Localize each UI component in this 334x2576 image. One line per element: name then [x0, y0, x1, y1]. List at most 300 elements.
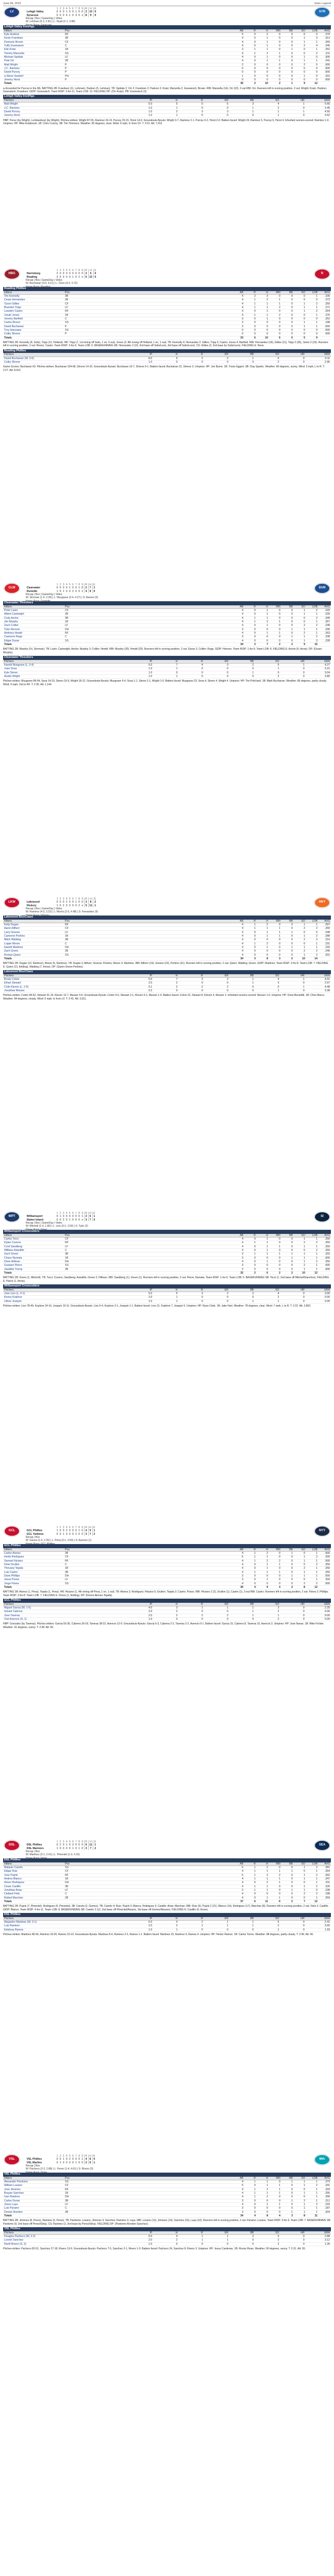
player-name-link[interactable]: J.C. Ramirez [3, 106, 128, 110]
game-block [3, 1525, 331, 1630]
stat-cell: 3 [281, 2214, 294, 2217]
player-name-link[interactable]: Arturo Rodriguez [3, 1881, 64, 1885]
inning-runs: 2 [69, 2158, 71, 2161]
player-name-link[interactable]: Leandro Castro [3, 310, 64, 313]
inning-runs: x [81, 1218, 83, 1222]
player-name-link[interactable]: Cameron Perkins [3, 934, 64, 938]
home-team-name[interactable]: Hickory [26, 904, 37, 907]
player-name-link[interactable]: Miguel Garcia (W, 1-0) [3, 1606, 128, 1609]
stat-cell [64, 336, 232, 340]
away-team-name[interactable]: Williamsport [26, 1215, 43, 1218]
stat-cell: 0 [281, 620, 294, 623]
player-name-link[interactable]: Edubray Ramos [3, 1928, 128, 1931]
player-name-link[interactable]: Kelly Dugan [3, 923, 64, 926]
stat-cell: 35 [232, 1585, 244, 1589]
stat-cell: 0 [257, 635, 269, 639]
player-name-link[interactable]: Tim Kennelly [3, 294, 64, 298]
team-total-r: 3 [84, 901, 88, 904]
inning-runs: 0 [81, 1529, 84, 1533]
player-row [3, 357, 331, 360]
player-name-link[interactable]: Austin Wright [3, 674, 128, 678]
player-name-link[interactable]: Ismael Cabrera [3, 1610, 128, 1614]
player-row [3, 620, 331, 623]
stat-cell: 2 [306, 2202, 319, 2206]
decision-line[interactable]: Recap | Box | GameDay | Video [26, 1221, 62, 1225]
player-name-link[interactable]: David Buchanan [3, 325, 64, 328]
player-name-link[interactable]: Jorge Flores [3, 1582, 64, 1585]
player-name-link[interactable]: Jeremy Barfield [3, 317, 64, 320]
stat-cell: 1 [306, 2199, 319, 2202]
stat-cell: .241 [319, 2184, 331, 2188]
stat-cell: 1 [255, 110, 280, 113]
stat-cell: 34 [232, 2214, 244, 2217]
player-name-link[interactable]: Anthony Hewitt [3, 631, 64, 635]
player-name-link[interactable]: Cesar Castillo [3, 1885, 64, 1888]
player-name-link[interactable]: Ivan Ramirez [3, 2195, 64, 2199]
stat-cell: 0 [257, 325, 269, 328]
team-total-h: 5 [88, 272, 93, 275]
player-name-link[interactable]: Dennis Rondon [3, 2210, 64, 2214]
column-header: SO [294, 605, 306, 609]
decision-line[interactable]: Recap | Box | GameDay | Video [26, 278, 62, 282]
stat-cell: SS [64, 1264, 232, 1267]
inning-runs: 0 [69, 272, 71, 276]
player-name-link[interactable]: Jose Taveras [3, 1614, 128, 1617]
player-row [3, 1896, 331, 1900]
stat-cell: 0 [153, 360, 178, 364]
column-header: AVG [319, 1548, 331, 1552]
player-name-link[interactable]: Gustavo Pierre [3, 1264, 64, 1267]
away-team-name[interactable]: Lakewood [26, 901, 40, 904]
stat-cell: 0 [244, 66, 257, 70]
player-name-link[interactable]: David Buchanan (W, 3-0) [3, 357, 128, 360]
stat-cell: 1 [257, 313, 269, 317]
inning-header: 6 [72, 2155, 74, 2158]
stat-cell: 0 [281, 40, 294, 44]
player-name-link[interactable]: Carlos Duran [3, 2199, 64, 2202]
stat-cell: 1 [257, 624, 269, 628]
home-team-name[interactable]: GCL Yankees [26, 1532, 44, 1536]
stat-cell: 0 [179, 981, 204, 985]
player-name-link[interactable]: Ulises Joaquin [3, 1299, 128, 1303]
inning-runs: 0 [56, 586, 58, 590]
player-name-link[interactable]: Tommy Manzella [3, 52, 64, 55]
stat-cell: 0 [204, 671, 229, 674]
stat-cell: 2.0 [128, 1296, 153, 1299]
decision-line[interactable]: Recap | Box | GameDay | Video [26, 907, 62, 910]
player-name-link[interactable]: Kyle Hudson [3, 32, 64, 36]
stat-cell: 1 [229, 106, 255, 110]
player-name-link[interactable]: Jim Murphy [3, 620, 64, 623]
column-header: SO [294, 291, 306, 295]
stat-cell: 3 [229, 103, 255, 106]
decision-line[interactable]: Recap | Box [26, 2164, 40, 2167]
column-header: Hitters [3, 29, 64, 33]
player-name-link[interactable]: Chace Numata [3, 1256, 64, 1260]
inning-header: 5 [69, 583, 71, 586]
player-name-link[interactable]: Zach Green [3, 1252, 64, 1256]
stat-cell: 0 [280, 360, 305, 364]
player-name-link[interactable]: Kevin Frandsen [3, 37, 64, 40]
inning-runs: 0 [62, 901, 64, 904]
player-name-link[interactable]: Luis Castro [3, 1570, 64, 1574]
column-header: R [244, 1234, 257, 1238]
column-header: BB [281, 605, 294, 609]
player-name-link[interactable]: Andres Blanco [3, 1877, 64, 1880]
player-row [3, 52, 331, 55]
game-block [3, 1839, 331, 1937]
batting-table [3, 2177, 331, 2218]
inning-runs: 0 [75, 275, 77, 279]
stat-cell: 0 [281, 2195, 294, 2199]
player-name-link[interactable]: Peter Lavin [3, 608, 64, 612]
stats-legend-link[interactable]: Stats Legend [314, 2, 331, 6]
column-header: R [179, 99, 204, 103]
stat-cell: 1 [294, 310, 306, 313]
stat-cell: 1 [269, 2188, 281, 2191]
stat-cell: .316 [319, 74, 331, 78]
home-team-name[interactable]: VSL Marlins [26, 2161, 42, 2164]
stat-cell: LF [64, 1888, 232, 1892]
stat-cell: 1 [257, 55, 269, 59]
player-name-link[interactable]: Brandon Tripp [3, 306, 64, 309]
player-name-link[interactable]: Luis Paramo [3, 2207, 64, 2210]
stat-cell: 0 [281, 1555, 294, 1559]
stat-cell: 0 [294, 313, 306, 317]
inning-header: 6 [72, 1526, 74, 1529]
stat-cell: 0 [281, 624, 294, 628]
player-name-link[interactable]: Jonathan Arias [3, 1888, 64, 1892]
stat-cell: 2 [153, 110, 178, 113]
stat-cell: 1 [257, 945, 269, 949]
player-name-link[interactable]: Ranfi Rivero (S, 3) [3, 2242, 128, 2246]
stat-cell: 0 [179, 360, 204, 364]
stat-cell: DH [64, 945, 232, 949]
linescore [26, 7, 97, 17]
player-name-link[interactable]: Colin Kleven (L, 2-5) [3, 985, 128, 989]
stat-cell: 0 [281, 639, 294, 642]
player-name-link[interactable]: Harold Musgrave (L, 3-4) [3, 663, 128, 667]
stat-cell: LF [64, 624, 232, 628]
stat-cell: 4 [153, 1920, 178, 1924]
stat-cell: P [64, 78, 232, 81]
stat-cell: 0 [257, 78, 269, 81]
stat-cell: 4 [255, 1292, 280, 1295]
player-name-link[interactable]: Carlos Rivero [3, 321, 64, 325]
player-name-link[interactable]: Jonathan Musser [3, 989, 128, 992]
stat-cell: 1 [204, 1920, 229, 1924]
player-name-link[interactable]: Jesus Posso [3, 1578, 64, 1582]
stat-cell: .256 [319, 2191, 331, 2195]
inning-runs: 0 [56, 1532, 58, 1536]
home-team-name[interactable]: DSL Mariners [26, 1846, 44, 1850]
player-name-link[interactable]: Juan Sosa [3, 667, 128, 671]
total-header: R [84, 269, 88, 272]
stat-cell: 0 [244, 1237, 257, 1241]
stat-cell: 2 [306, 1885, 319, 1888]
stat-cell: 1 [294, 1877, 306, 1880]
player-name-link[interactable]: Jeremy Horst [3, 114, 128, 117]
stat-cell: .238 [319, 624, 331, 628]
player-row [3, 325, 331, 328]
inning-runs: 1 [72, 1846, 74, 1850]
player-name-link[interactable]: Albert Cartwright [3, 613, 64, 616]
away-team-name[interactable]: VSL Phillies [26, 2158, 42, 2161]
stat-cell: 35 [232, 82, 244, 86]
stat-cell: 0 [269, 310, 281, 313]
player-name-link[interactable]: Jeremy Horst [3, 78, 64, 81]
stat-cell: 0 [280, 106, 305, 110]
column-header: AVG [319, 1234, 331, 1238]
player-name-link[interactable]: Logan Moore [3, 942, 64, 945]
inning-runs: 0 [72, 1532, 74, 1536]
player-name-link[interactable]: Willians Astudillo [3, 1248, 64, 1252]
stat-cell: 0 [229, 1617, 255, 1621]
decision-line[interactable]: Recap | Box [26, 1535, 40, 1539]
player-name-link[interactable]: Colby Shreve [3, 332, 64, 336]
player-name-link[interactable]: Jose Pujols [3, 1873, 64, 1877]
stat-cell: 1 [244, 306, 257, 309]
stat-cell: .250 [319, 1260, 331, 1263]
stat-cell: 1 [229, 981, 255, 985]
column-header: RBI [269, 1862, 281, 1866]
player-name-link[interactable]: Tyson Gillies [3, 302, 64, 306]
player-name-link[interactable]: Dane Phillips [3, 1574, 64, 1578]
stat-cell: 0 [244, 317, 257, 320]
player-name-link[interactable]: Yoel Asencio (S, 1) [3, 1617, 128, 1621]
totals-row [3, 1585, 331, 1589]
player-name-link[interactable]: Leonel Sanchez [3, 2239, 128, 2242]
player-name-link[interactable]: Herlis Rodriguez [3, 1555, 64, 1559]
stat-cell: 8.0 [128, 357, 153, 360]
stat-cell: 0 [269, 1248, 281, 1252]
column-header: Hitters [3, 2177, 64, 2180]
player-name-link[interactable]: Harold Martinez [3, 945, 64, 949]
stat-cell: .238 [319, 1888, 331, 1892]
player-name-link[interactable]: Matt Wright [3, 63, 64, 66]
scorebox [3, 1525, 331, 1546]
player-name-link[interactable]: Zach Green [3, 950, 64, 953]
stat-cell: 0 [294, 71, 306, 74]
player-name-link[interactable]: Dylan Cozens [3, 1241, 64, 1245]
stat-cell: 0 [244, 1264, 257, 1267]
player-name-link[interactable]: a-Steve Susdorf [3, 74, 64, 78]
player-row [3, 328, 331, 332]
player-name-link[interactable]: Alejandro Martinez (W, 3-1) [3, 1920, 128, 1924]
player-name-link[interactable]: Aaron Altherr [3, 927, 64, 930]
player-name-link[interactable]: Jose Jimenez [3, 2188, 64, 2191]
player-name-link[interactable]: Cameron Rupp [3, 635, 64, 639]
team-section-header: Reading Phillies [3, 287, 331, 291]
home-team-name[interactable]: Staten Island [26, 1218, 43, 1222]
stat-cell: 0 [281, 59, 294, 63]
player-row [3, 1241, 331, 1245]
column-header: Pitchers [3, 660, 128, 664]
player-name-link[interactable]: Edgar Ruiz [3, 1870, 64, 1873]
player-name-link[interactable]: Jonah Jones [3, 313, 64, 317]
player-name-link[interactable]: Domonic Brown [3, 40, 64, 44]
player-name-link[interactable]: Brody Colvin [3, 977, 128, 981]
player-name-link[interactable]: Deivi Grullon [3, 1563, 64, 1566]
decision-line[interactable]: Recap | Box | GameDay | Video [26, 16, 62, 20]
player-name-link[interactable]: Brayan Sanchez [3, 2191, 64, 2195]
decision-line[interactable]: Recap | Box [26, 1850, 40, 1853]
player-name-link[interactable]: Michael Spidale [3, 55, 64, 59]
player-name-link[interactable]: Jesus Laya [3, 2202, 64, 2206]
player-name-link[interactable]: Kyle Simon [3, 671, 128, 674]
batting-table [3, 1548, 331, 1590]
stat-cell: 0 [269, 942, 281, 945]
stat-cell: 1 [294, 325, 306, 328]
stat-cell: 4 [232, 306, 244, 309]
player-name-link[interactable]: Cord Sandberg [3, 1245, 64, 1248]
player-name-link[interactable]: Edgar Duran [3, 639, 64, 642]
stat-cell: 1 [244, 48, 257, 52]
player-row [3, 1920, 331, 1924]
stat-cell: .000 [319, 71, 331, 74]
column-header: BB [281, 1548, 294, 1552]
inning-runs: 0 [65, 1218, 68, 1222]
stat-cell: 1 [306, 40, 319, 44]
player-name-link[interactable]: J.C. Ramirez [3, 66, 64, 70]
stat-cell: 1 [306, 2180, 319, 2183]
column-header: SO [294, 1862, 306, 1866]
game-block [3, 582, 331, 687]
pitching-section [3, 349, 331, 372]
column-header: SO [255, 1917, 280, 1921]
player-name-link[interactable]: Yhovany Tejada [3, 1567, 64, 1570]
player-name-link[interactable]: William Lozano [3, 2184, 64, 2188]
stat-cell: 0 [306, 332, 319, 336]
stat-cell: .000 [319, 1256, 331, 1260]
stat-cell: 2 [306, 52, 319, 55]
player-name-link[interactable]: Roman Quinn [3, 953, 64, 957]
player-name-link[interactable]: Jiandido Tromp [3, 1267, 64, 1271]
stat-cell: 0 [269, 635, 281, 639]
away-team-name[interactable]: GCL Phillies [26, 1529, 43, 1533]
away-team-logo: GCL [4, 1526, 20, 1536]
away-team-logo: WPT [4, 1212, 20, 1222]
player-name-link[interactable]: Samuel Hiciano [3, 1559, 64, 1563]
player-name-link[interactable]: Larry Greene [3, 930, 64, 934]
inning-runs: 0 [59, 1529, 61, 1533]
player-name-link[interactable]: Douglas Pacheco (W, 2-2) [3, 2234, 128, 2238]
player-name-link[interactable]: Colby Shreve [3, 360, 128, 364]
player-name-link[interactable]: Luis Ramirez [3, 1924, 128, 1928]
player-name-link[interactable]: Mitch Walding [3, 938, 64, 942]
stat-cell: 0 [269, 1237, 281, 1241]
away-team-name[interactable]: Harrisburg [26, 272, 41, 276]
stat-cell: 0 [179, 1617, 204, 1621]
stat-cell: 1 [306, 945, 319, 949]
home-team-name[interactable]: Reading [26, 275, 38, 279]
player-name-link[interactable]: Cesar Hernandez [3, 298, 64, 302]
stat-cell: 5 [255, 663, 280, 667]
table-header-row [3, 920, 331, 923]
player-name-link[interactable]: David Purcey [3, 110, 128, 113]
stat-cell: 3 [232, 1264, 244, 1267]
player-name-link[interactable]: Malquin Canelo [3, 1866, 64, 1869]
player-row [3, 608, 331, 612]
team-total-e: 0 [92, 1218, 96, 1222]
player-name-link[interactable]: Matt Wright [3, 103, 128, 106]
player-name-link[interactable]: David Purcey [3, 71, 64, 74]
column-header: R [244, 29, 257, 33]
stat-cell: 0 [153, 671, 178, 674]
stat-cell: 1 [281, 628, 294, 631]
total-header: H [88, 269, 93, 272]
player-name-link[interactable]: Jose Lino (L, 0-1) [3, 1292, 128, 1295]
player-row [3, 40, 331, 44]
stat-cell: 1 [306, 923, 319, 926]
pitching-table [3, 1917, 331, 1932]
home-team-name[interactable]: Dunedin [26, 589, 38, 593]
away-team-name[interactable]: DSL Phillies [26, 1843, 42, 1847]
decision-line[interactable]: Recap | Box | GameDay | Video [26, 592, 62, 596]
player-name-link[interactable]: Kenny Koplove [3, 1296, 128, 1299]
inning-runs: 2 [65, 1529, 68, 1533]
player-name-link[interactable]: Troy Hanzawa [3, 328, 64, 332]
stat-cell: 2 [306, 1563, 319, 1566]
player-name-link[interactable]: Carlos Alonso [3, 1551, 64, 1555]
team-total-e: 1 [92, 1529, 96, 1532]
stat-cell: 0 [244, 1896, 257, 1900]
inning-runs: 0 [81, 10, 84, 14]
inning-runs: 0 [62, 13, 64, 17]
stat-cell: 2 [257, 32, 269, 36]
stat-cell: 3 [232, 1256, 244, 1260]
stat-cell: 1 [280, 110, 305, 113]
home-team-name[interactable]: Syracuse [26, 13, 39, 17]
decision-line: Home Runs: None [26, 2171, 47, 2174]
player-name-link[interactable]: Alexander Pardomo [3, 2180, 64, 2183]
team-total-e: 1 [92, 1215, 96, 1218]
stat-cell: 2 [255, 2239, 280, 2242]
stat-cell: 0 [244, 2210, 257, 2214]
player-name-link[interactable]: Cody Asche [3, 616, 64, 620]
stat-cell: 1 [244, 1888, 257, 1892]
batting-section [3, 1230, 331, 1283]
away-team-name[interactable]: Lehigh Valley [26, 10, 44, 14]
player-name-link[interactable]: Drew Hillman [3, 1260, 64, 1263]
player-name-link[interactable]: Tyler Henson [3, 628, 64, 631]
column-header: SO [255, 1289, 280, 1292]
player-row [3, 1582, 331, 1585]
inning-runs: 0 [78, 1532, 80, 1536]
stat-cell: 0 [244, 635, 257, 639]
stat-cell: 1.0 [128, 106, 153, 110]
team-section-header: GCL Phillies [3, 1544, 331, 1548]
total-header: H [88, 583, 92, 586]
stat-cell: 3 [232, 1888, 244, 1892]
player-name-link[interactable]: Pete Orr [3, 59, 64, 63]
player-name-link[interactable]: Carlos Tocci [3, 1237, 64, 1241]
player-name-link[interactable]: Zach Collier [3, 624, 64, 628]
stat-cell: 5 [204, 103, 229, 106]
player-name-link[interactable]: Tuffy Gosewisch [3, 44, 64, 47]
linescore [26, 269, 97, 279]
away-team-name[interactable]: Clearwater [26, 586, 41, 590]
player-name-link[interactable]: Erik Kratz [3, 48, 64, 52]
stat-cell: 0 [281, 923, 294, 926]
stat-cell: .000 [319, 332, 331, 336]
team-total-e: 0 [93, 10, 97, 13]
player-name-link[interactable]: Rafael Marchan [3, 1896, 64, 1900]
player-name-link[interactable]: Cleibert Feliz [3, 1892, 64, 1896]
stat-cell: 4 [232, 1559, 244, 1563]
stat-cell: 3 [232, 317, 244, 320]
player-name-link[interactable]: Ethan Stewart [3, 981, 128, 985]
